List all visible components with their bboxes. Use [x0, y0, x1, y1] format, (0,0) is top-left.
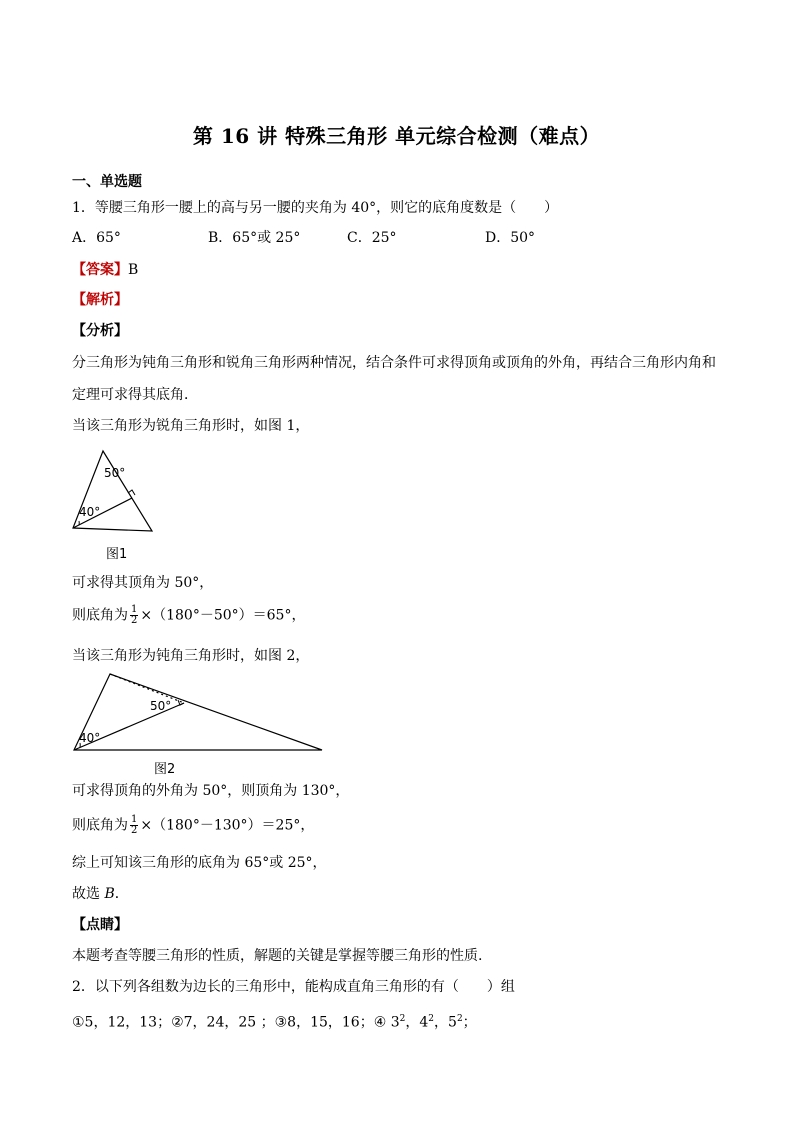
angle-label-left: 40°: [79, 505, 101, 519]
result-2b: [72, 815, 314, 836]
groups-text: ①5，12，13；②7，24，25 ；③8，15，16；④ 3: [72, 1014, 400, 1031]
figure-1: [70, 448, 160, 538]
answer-label: 【答案】: [72, 262, 128, 278]
question-2-groups: [72, 1009, 477, 1033]
analysis-label: 【解析】: [72, 292, 128, 308]
choose-line: [72, 884, 129, 904]
groups-mid-2: ，5: [434, 1014, 457, 1031]
figure-2-diagram: [70, 670, 328, 756]
fenxi-line-1: 分三角形为钝角三角形和锐角三角形两种情况，结合条件可求得顶角或顶角的外角，再结合三角形内角和: [72, 355, 716, 371]
summary-line: 综上可知该三角形的底角为 65°或 25°，: [72, 855, 327, 871]
case-1-text: 当该三角形为锐角三角形时，如图 1，: [72, 418, 310, 434]
dotted-extension: [110, 674, 184, 703]
exponent-3: 2: [456, 1014, 463, 1024]
section-heading: 一、单选题: [72, 174, 142, 190]
result-2b-suffix: ×（180°－130°）＝25°，: [140, 817, 315, 834]
fraction-denominator: 2: [131, 825, 138, 836]
angle-label-left: 40°: [79, 731, 101, 745]
groups-end: ；: [462, 1014, 477, 1031]
option-a: A．65°: [72, 230, 121, 246]
answer-value: B: [128, 262, 139, 278]
angle-label-top: 50°: [150, 699, 172, 713]
result-2b-prefix: 则底角为: [72, 817, 128, 834]
figure-2: [70, 670, 328, 756]
page-title: 第 16 讲 特殊三角形 单元综合检测（难点）: [192, 124, 601, 148]
fenxi-line-2: 定理可求得其底角．: [72, 387, 198, 403]
fraction-denominator: 2: [131, 615, 138, 626]
result-1b: [72, 605, 305, 626]
choose-prefix: 故选: [72, 886, 105, 902]
dianjing-label: 【点睛】: [72, 917, 128, 933]
fenxi-label: 【分析】: [72, 323, 128, 339]
choose-letter: B: [104, 886, 115, 902]
figure-1-caption: 图1: [106, 547, 128, 562]
angle-label-top: 50°: [104, 466, 126, 480]
triangle-outline: [73, 451, 152, 531]
figure-1-diagram: [70, 448, 160, 538]
result-1b-prefix: 则底角为: [72, 607, 128, 624]
exponent-2: 2: [428, 1014, 435, 1024]
groups-mid-1: ，4: [405, 1014, 429, 1031]
option-c: C．25°: [347, 230, 397, 246]
option-b: B．65°或 25°: [208, 230, 301, 246]
result-1a: 可求得其顶角为 50°，: [72, 575, 214, 591]
triangle-outline: [74, 674, 322, 750]
dianjing-text: 本题考查等腰三角形的性质，解题的关键是掌握等腰三角形的性质.: [72, 948, 483, 964]
case-2-text: 当该三角形为钝角三角形时，如图 2，: [72, 648, 310, 664]
fraction-half: [130, 815, 138, 836]
result-2a: 可求得顶角的外角为 50°，则顶角为 130°，: [72, 783, 350, 799]
question-2-stem: 2．以下列各组数为边长的三角形中，能构成直角三角形的有（ ）组: [72, 979, 515, 995]
fraction-half: [130, 605, 138, 626]
question-1-stem: 1．等腰三角形一腰上的高与另一腰的夹角为 40°，则它的底角度数是（ ）: [72, 200, 559, 216]
answer-line: [72, 260, 138, 280]
option-d: D．50°: [485, 230, 536, 246]
result-1b-suffix: ×（180°－50°）＝65°，: [140, 607, 306, 624]
fraction-numerator: 1: [131, 814, 138, 825]
choose-suffix: ．: [114, 886, 129, 902]
figure-2-caption: 图2: [154, 762, 176, 777]
exponent-1: 2: [399, 1014, 406, 1024]
fraction-numerator: 1: [131, 604, 138, 615]
